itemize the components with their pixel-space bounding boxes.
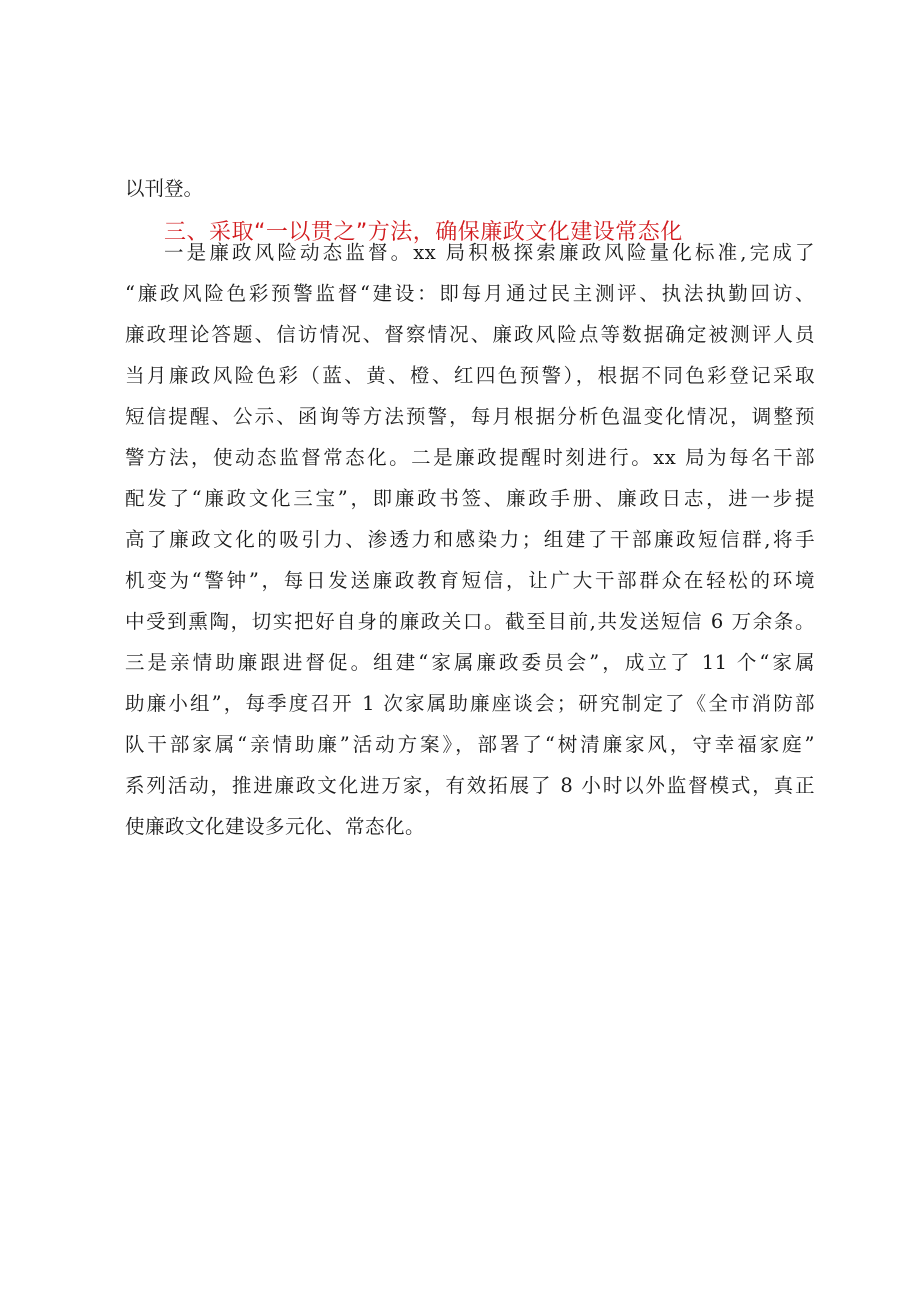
paragraph-line: 廉政理论答题、信访情况、督察情况、廉政风险点等数据确定被测评人员 (125, 323, 815, 346)
paragraph-line: 使廉政文化建设多元化、常态化。 (125, 815, 426, 838)
paragraph-line: 当月廉政风险色彩（蓝、黄、橙、红四色预警），根据不同色彩登记采取 (125, 364, 815, 387)
paragraph-line: 队干部家属“亲情助廉”活动方案》，部署了“树清廉家风，守幸福家庭” (125, 733, 815, 756)
paragraph-line: “廉政风险色彩预警监督“建设：即每月通过民主测评、执法执勤回访、 (125, 282, 815, 305)
paragraph-line: 中受到熏陶，切实把好自身的廉政关口。截至目前,共发送短信 6 万余条。 (125, 610, 815, 633)
paragraph-line: 警方法，使动态监督常态化。二是廉政提醒时刻进行。xx 局为每名干部 (125, 446, 815, 469)
paragraph-line: 助廉小组”，每季度召开 1 次家属助廉座谈会；研究制定了《全市消防部 (125, 692, 815, 715)
paragraph-line: 三是亲情助廉跟进督促。组建“家属廉政委员会”，成立了 11 个“家属 (125, 651, 815, 674)
paragraph-line: 高了廉政文化的吸引力、渗透力和感染力；组建了干部廉政短信群,将手 (125, 528, 815, 551)
paragraph-line: 短信提醒、公示、函询等方法预警，每月根据分析色温变化情况，调整预 (125, 405, 815, 428)
previous-paragraph-tail: 以刊登。 (125, 177, 204, 200)
paragraph-line: 机变为“警钟”，每日发送廉政教育短信，让广大干部群众在轻松的环境 (125, 569, 815, 592)
paragraph-line: 配发了“廉政文化三宝”，即廉政书签、廉政手册、廉政日志，进一步提 (125, 487, 815, 510)
body-paragraph (125, 232, 815, 847)
paragraph-line: 一是廉政风险动态监督。xx 局积极探索廉政风险量化标准,完成了 (164, 241, 815, 264)
paragraph-line: 系列活动，推进廉政文化进万家，有效拓展了 8 小时以外监督模式，真正 (125, 774, 815, 797)
section-heading: 三、采取“一以贯之”方法，确保廉政文化建设常态化 (164, 220, 683, 245)
